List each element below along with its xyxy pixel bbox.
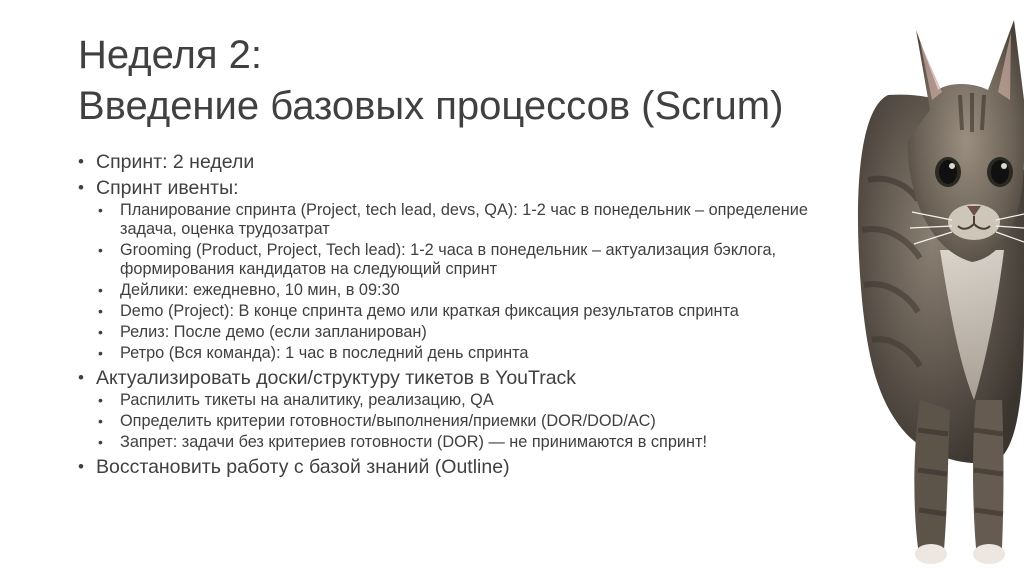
bullet-sprint-length: • Спринт: 2 недели <box>78 150 848 174</box>
slide-content <box>78 150 848 481</box>
sub-bullet-split-tickets: • Распилить тикеты на аналитику, реализацию, QA <box>98 391 848 410</box>
bullet-sprint-events: • Спринт ивенты: • Планирование спринта (Project, tech lead, devs, QA): 1-2 час в понедельник – определение задача, оценка трудозатрат • Grooming (Product, Project, Tech lead): 1-2 часа в понедельник – актуализация бэклога, формирования кандидатов на следующий спринт • Дейлики: ежедневно, 10 мин, в 09:30 • Demo (Project): В конце спринта демо или краткая фиксация результатов спринта • Релиз: После демо (если запланирован) • Ретро (Вся команда): 1 час в последний день спринта <box>78 176 848 363</box>
sub-bullet-criteria: • Определить критерии готовности/выполнения/приемки (DOR/DOD/AC) <box>98 412 848 431</box>
bullet-knowledge-base: • Восстановить работу с базой знаний (Outline) <box>78 455 848 479</box>
sub-list-events <box>96 201 848 363</box>
cat-image <box>848 0 1024 574</box>
bullet-list <box>78 150 848 479</box>
sub-bullet-release: • Релиз: После демо (если запланирован) <box>98 323 848 342</box>
sub-bullet-retro: • Ретро (Вся команда): 1 час в последний день спринта <box>98 344 848 363</box>
title-line-2: Введение базовых процессов (Scrum) <box>78 84 784 128</box>
bullet-youtrack: • Актуализировать доски/структуру тикетов в YouTrack • Распилить тикеты на аналитику, реализацию, QA • Определить критерии готовности/выполнения/приемки (DOR/DOD/AC) • Запрет: задачи без критериев готовности (DOR) — не принимаются в спринт! <box>78 366 848 452</box>
sub-bullet-planning: • Планирование спринта (Project, tech lead, devs, QA): 1-2 час в понедельник – определение задача, оценка трудозатрат <box>98 201 848 239</box>
sub-bullet-grooming: • Grooming (Product, Project, Tech lead): 1-2 часа в понедельник – актуализация бэклога, формирования кандидатов на следующий спринт <box>98 241 848 279</box>
sub-list-youtrack <box>96 391 848 452</box>
sub-bullet-dailies: • Дейлики: ежедневно, 10 мин, в 09:30 <box>98 281 848 300</box>
title-line-1: Неделя 2: <box>78 33 262 77</box>
cat-illustration <box>848 0 1024 574</box>
slide-title <box>78 30 838 132</box>
sub-bullet-ban: • Запрет: задачи без критериев готовности (DOR) — не принимаются в спринт! <box>98 433 848 452</box>
sub-bullet-demo: • Demo (Project): В конце спринта демо или краткая фиксация результатов спринта <box>98 302 848 321</box>
